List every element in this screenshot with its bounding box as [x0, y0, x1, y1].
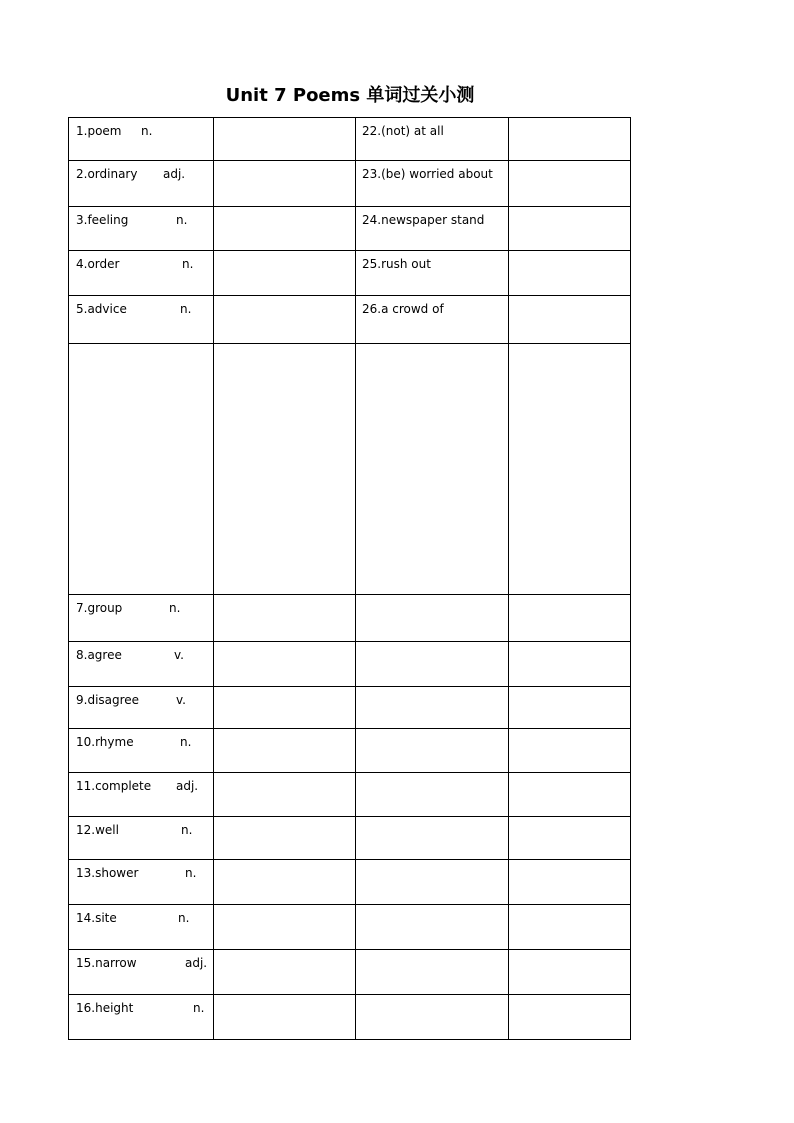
phrase-cell: [356, 817, 509, 860]
vocabulary-table: [68, 117, 631, 1040]
word-cell: [69, 118, 214, 161]
answer-cell[interactable]: [509, 950, 631, 995]
part-of-speech-label: adj.: [176, 779, 199, 793]
part-of-speech-label: n.: [176, 213, 188, 227]
answer-cell[interactable]: [214, 950, 356, 995]
table-row: [69, 642, 631, 687]
table-row: [69, 773, 631, 817]
page-title: Unit 7 Poems 单词过关小测: [225, 85, 475, 106]
table-row: [69, 296, 631, 344]
table-row: [69, 207, 631, 251]
phrase-cell: [356, 687, 509, 729]
part-of-speech-label: n.: [193, 1001, 205, 1015]
part-of-speech-label: n.: [169, 601, 181, 615]
word-cell: [69, 773, 214, 817]
answer-cell[interactable]: [214, 118, 356, 161]
word-cell: [69, 161, 214, 207]
answer-cell[interactable]: [214, 251, 356, 296]
part-of-speech-label: n.: [185, 866, 197, 880]
part-of-speech-label: n.: [180, 302, 192, 316]
phrase-cell: [356, 773, 509, 817]
phrase-cell: [356, 161, 509, 207]
word-label: 11.complete: [76, 779, 152, 793]
answer-cell[interactable]: [509, 161, 631, 207]
answer-cell[interactable]: [509, 344, 631, 595]
table-row: [69, 729, 631, 773]
word-label: 10.rhyme: [76, 735, 134, 749]
answer-cell[interactable]: [509, 296, 631, 344]
phrase-cell: [356, 251, 509, 296]
word-label: 12.well: [76, 823, 119, 837]
table-row: [69, 905, 631, 950]
phrase-cell: [356, 729, 509, 773]
word-cell: [69, 296, 214, 344]
word-cell: [69, 860, 214, 905]
phrase-label: 23.(be) worried about: [362, 167, 493, 181]
part-of-speech-label: v.: [174, 648, 184, 662]
table-row: [69, 950, 631, 995]
table-row: [69, 995, 631, 1040]
answer-cell[interactable]: [214, 860, 356, 905]
word-cell: [69, 950, 214, 995]
word-label: 16.height: [76, 1001, 134, 1015]
table-row: [69, 687, 631, 729]
answer-cell[interactable]: [509, 860, 631, 905]
answer-cell[interactable]: [509, 595, 631, 642]
table-row: [69, 251, 631, 296]
answer-cell[interactable]: [214, 817, 356, 860]
phrase-cell: [356, 344, 509, 595]
word-label: 1.poem: [76, 124, 122, 138]
answer-cell[interactable]: [214, 207, 356, 251]
phrase-cell: [356, 207, 509, 251]
phrase-cell: [356, 905, 509, 950]
phrase-cell: [356, 118, 509, 161]
table-row: [69, 344, 631, 595]
word-label: 8.agree: [76, 648, 122, 662]
table-row: [69, 860, 631, 905]
phrase-label: 25.rush out: [362, 257, 431, 271]
answer-cell[interactable]: [509, 251, 631, 296]
phrase-label: 22.(not) at all: [362, 124, 444, 138]
word-cell: [69, 207, 214, 251]
phrase-label: 26.a crowd of: [362, 302, 444, 316]
answer-cell[interactable]: [214, 729, 356, 773]
part-of-speech-label: n.: [178, 911, 190, 925]
word-label: 9.disagree: [76, 693, 140, 707]
phrase-cell: [356, 595, 509, 642]
answer-cell[interactable]: [214, 642, 356, 687]
answer-cell[interactable]: [509, 729, 631, 773]
word-label: 13.shower: [76, 866, 139, 880]
part-of-speech-label: adj.: [185, 956, 208, 970]
part-of-speech-label: n.: [141, 124, 153, 138]
table-row: [69, 118, 631, 161]
phrase-label: 24.newspaper stand: [362, 213, 485, 227]
table-row: [69, 161, 631, 207]
answer-cell[interactable]: [509, 905, 631, 950]
word-cell: [69, 687, 214, 729]
phrase-cell: [356, 950, 509, 995]
answer-cell[interactable]: [214, 995, 356, 1040]
word-label: 4.order: [76, 257, 120, 271]
answer-cell[interactable]: [214, 344, 356, 595]
word-cell: [69, 905, 214, 950]
word-cell: [69, 251, 214, 296]
answer-cell[interactable]: [214, 687, 356, 729]
word-cell: [69, 344, 214, 595]
word-cell: [69, 642, 214, 687]
word-label: 3.feeling: [76, 213, 129, 227]
word-label: 7.group: [76, 601, 123, 615]
answer-cell[interactable]: [509, 207, 631, 251]
word-cell: [69, 817, 214, 860]
part-of-speech-label: adj.: [163, 167, 186, 181]
phrase-cell: [356, 642, 509, 687]
answer-cell[interactable]: [509, 817, 631, 860]
part-of-speech-label: v.: [176, 693, 186, 707]
answer-cell[interactable]: [509, 995, 631, 1040]
word-label: 2.ordinary: [76, 167, 138, 181]
answer-cell[interactable]: [509, 687, 631, 729]
table-row: [69, 595, 631, 642]
answer-cell[interactable]: [214, 905, 356, 950]
word-cell: [69, 729, 214, 773]
word-label: 14.site: [76, 911, 117, 925]
answer-cell[interactable]: [214, 296, 356, 344]
phrase-cell: [356, 860, 509, 905]
word-cell: [69, 995, 214, 1040]
answer-cell[interactable]: [214, 595, 356, 642]
part-of-speech-label: n.: [180, 735, 192, 749]
word-label: 15.narrow: [76, 956, 137, 970]
answer-cell[interactable]: [214, 773, 356, 817]
part-of-speech-label: n.: [182, 257, 194, 271]
answer-cell[interactable]: [214, 161, 356, 207]
answer-cell[interactable]: [509, 642, 631, 687]
word-cell: [69, 595, 214, 642]
table-row: [69, 817, 631, 860]
phrase-cell: [356, 296, 509, 344]
part-of-speech-label: n.: [181, 823, 193, 837]
phrase-cell: [356, 995, 509, 1040]
answer-cell[interactable]: [509, 118, 631, 161]
answer-cell[interactable]: [509, 773, 631, 817]
word-label: 5.advice: [76, 302, 127, 316]
